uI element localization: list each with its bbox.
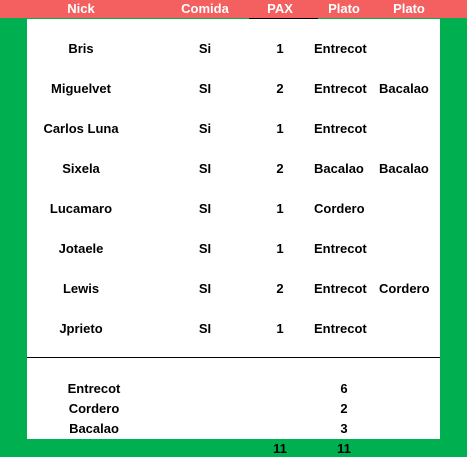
column-header-plato-1: Plato xyxy=(328,1,360,16)
summary-dish: Bacalao xyxy=(69,421,119,436)
cell-pax: 1 xyxy=(276,41,284,56)
cell-plato-1: Entrecot xyxy=(314,81,367,96)
dish-summary xyxy=(0,379,467,439)
reservation-list xyxy=(0,29,467,349)
cell-nick: Lewis xyxy=(62,281,100,296)
cell-plato-2 xyxy=(379,109,449,149)
cell-comida: SI xyxy=(198,81,212,96)
table-row xyxy=(0,269,467,309)
cell-nick: Miguelvet xyxy=(51,81,111,96)
table-row xyxy=(0,149,467,189)
cell-nick: Lucamaro xyxy=(49,201,113,216)
table-row xyxy=(0,69,467,109)
cell-plato-2: Bacalao xyxy=(379,81,429,96)
cell-plato-1: Entrecot xyxy=(314,241,367,256)
cell-pax: 1 xyxy=(276,201,284,216)
cell-nick: Jotaele xyxy=(58,241,104,256)
cell-pax: 2 xyxy=(276,81,284,96)
total-pax: 11 xyxy=(273,441,287,456)
cell-plato-2 xyxy=(379,309,449,349)
summary-count: 3 xyxy=(340,421,348,436)
cell-comida: Si xyxy=(198,41,212,56)
cell-pax: 2 xyxy=(276,281,284,296)
column-header-comida: Comida xyxy=(181,1,229,16)
cell-plato-1: Entrecot xyxy=(314,281,367,296)
cell-plato-2: Cordero xyxy=(379,281,430,296)
summary-count: 2 xyxy=(340,401,348,416)
cell-comida: SI xyxy=(198,281,212,296)
summary-count: 6 xyxy=(340,381,348,396)
summary-row xyxy=(0,379,467,399)
cell-plato-1: Bacalao xyxy=(314,161,364,176)
cell-plato-2: Bacalao xyxy=(379,161,429,176)
cell-nick: Sixela xyxy=(62,161,100,176)
cell-plato-2 xyxy=(379,229,449,269)
table-divider xyxy=(27,357,440,358)
column-header-pax: PAX xyxy=(267,1,293,16)
summary-dish: Cordero xyxy=(68,401,120,416)
column-header-plato-2: Plato xyxy=(393,1,425,16)
summary-dish: Entrecot xyxy=(67,381,121,396)
cell-plato-1: Entrecot xyxy=(314,121,367,136)
table-row xyxy=(0,189,467,229)
header-row xyxy=(0,0,467,18)
cell-pax: 1 xyxy=(276,321,284,336)
cell-nick: Jprieto xyxy=(59,321,103,336)
cell-plato-1: Entrecot xyxy=(314,41,367,56)
total-dishes: 11 xyxy=(337,441,351,456)
cell-pax: 1 xyxy=(276,121,284,136)
summary-row xyxy=(0,419,467,439)
table-row xyxy=(0,229,467,269)
cell-nick: Bris xyxy=(68,41,94,56)
column-header-nick: Nick xyxy=(67,1,95,16)
cell-plato-1: Cordero xyxy=(314,201,365,216)
summary-row xyxy=(0,399,467,419)
cell-plato-2 xyxy=(379,29,449,69)
cell-comida: SI xyxy=(198,161,212,176)
cell-comida: SI xyxy=(198,321,212,336)
cell-nick: Carlos Luna xyxy=(43,121,119,136)
cell-comida: SI xyxy=(198,201,212,216)
totals-row xyxy=(0,441,467,457)
cell-plato-1: Entrecot xyxy=(314,321,367,336)
cell-comida: SI xyxy=(198,241,212,256)
table-row xyxy=(0,29,467,69)
cell-plato-2 xyxy=(379,189,449,229)
cell-comida: Si xyxy=(198,121,212,136)
cell-pax: 2 xyxy=(276,161,284,176)
table-row xyxy=(0,309,467,349)
cell-pax: 1 xyxy=(276,241,284,256)
table-row xyxy=(0,109,467,149)
